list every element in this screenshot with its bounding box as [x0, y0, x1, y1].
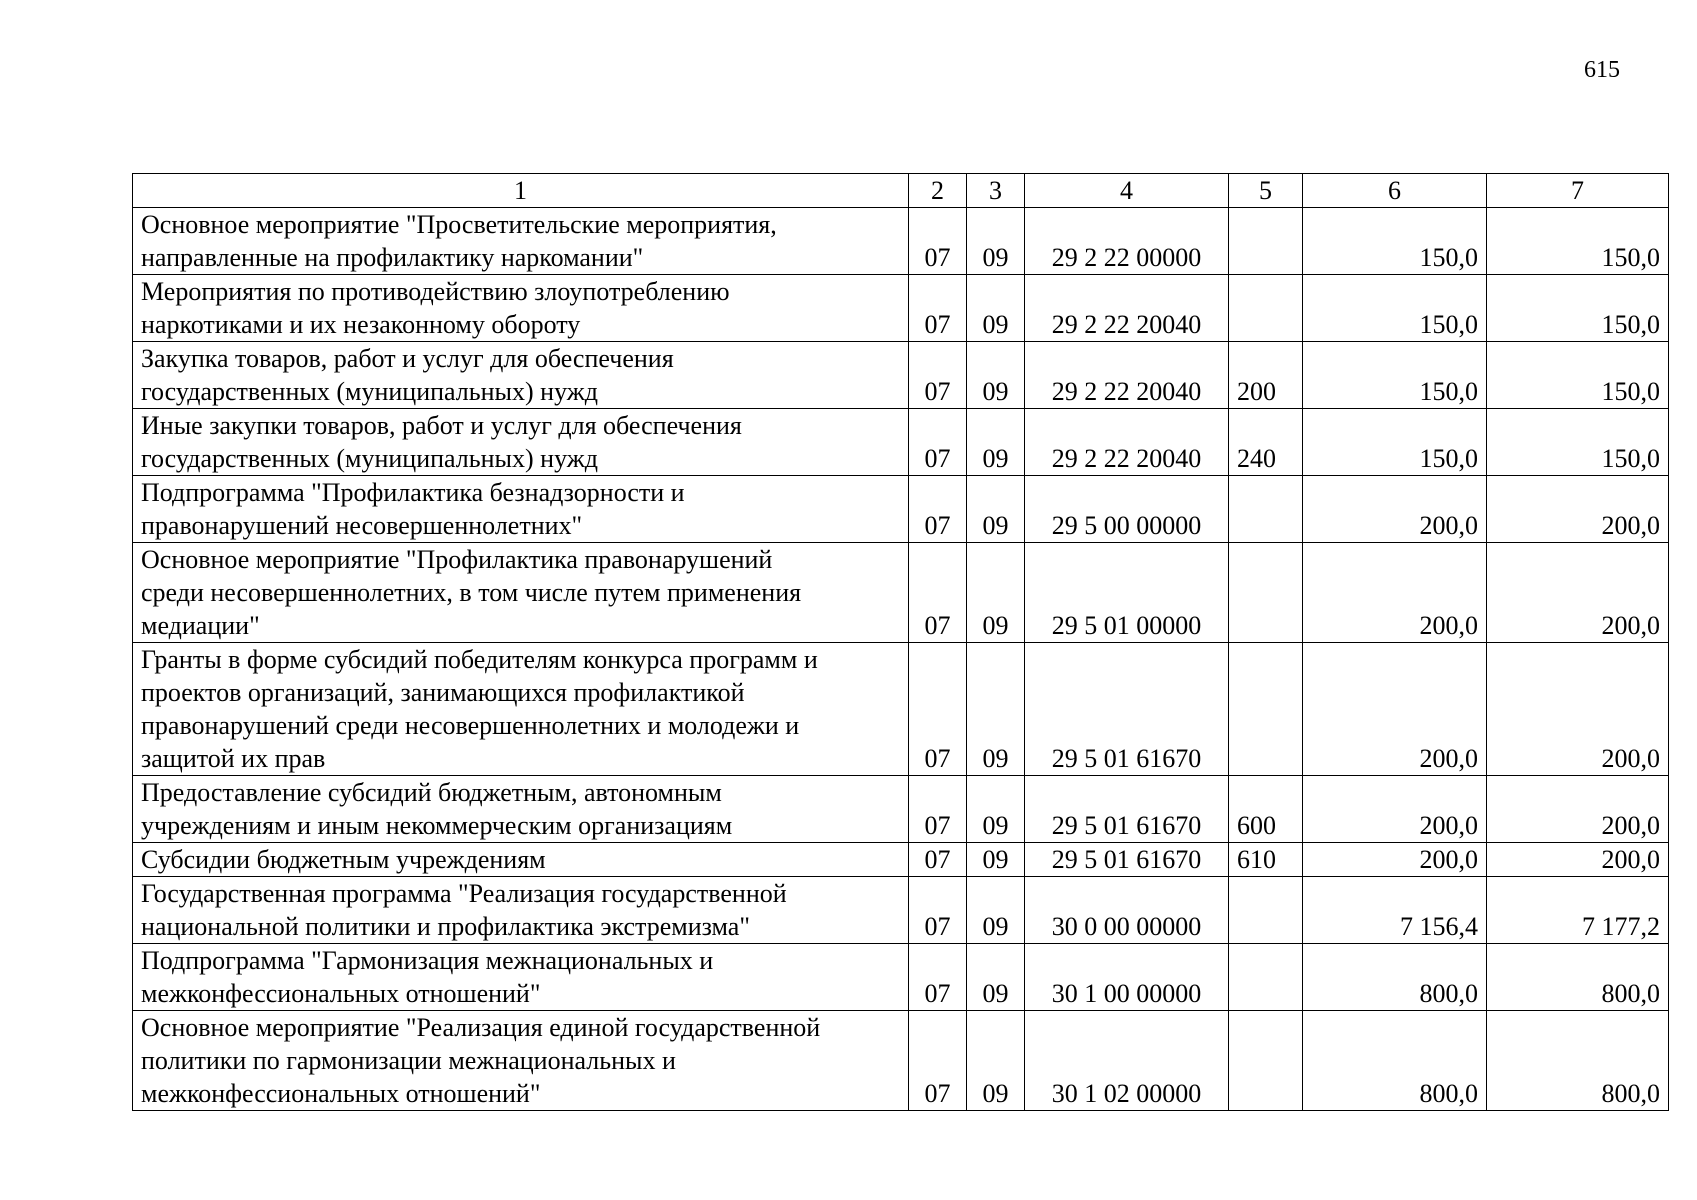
- row-amount-2: 200,0: [1487, 543, 1669, 643]
- row-name: [133, 877, 909, 944]
- row-name: [133, 643, 909, 776]
- header-col-4: 4: [1025, 174, 1229, 208]
- row-target-article: 29 5 01 61670: [1025, 776, 1229, 843]
- row-expense-type: 240: [1229, 409, 1303, 476]
- row-name-line: государственных (муниципальных) нужд: [141, 444, 598, 473]
- row-amount-1: 800,0: [1303, 1011, 1487, 1111]
- row-name: [133, 208, 909, 275]
- table-row: [133, 843, 1669, 877]
- table-row: [133, 543, 1669, 643]
- row-subsection: 09: [967, 543, 1025, 643]
- row-amount-2: 150,0: [1487, 409, 1669, 476]
- row-name-line: Основное мероприятие "Реализация единой государственной: [141, 1013, 821, 1042]
- table-row: [133, 476, 1669, 543]
- row-name-line: направленные на профилактику наркомании": [141, 243, 644, 272]
- row-target-article: 29 5 01 61670: [1025, 843, 1229, 877]
- row-section: 07: [909, 843, 967, 877]
- table-row: [133, 208, 1669, 275]
- row-section: 07: [909, 275, 967, 342]
- row-name-line: Закупка товаров, работ и услуг для обеспечения: [141, 344, 674, 373]
- row-name-line: межконфессиональных отношений": [141, 979, 541, 1008]
- row-subsection: 09: [967, 208, 1025, 275]
- row-name-line: Государственная программа "Реализация государственной: [141, 879, 787, 908]
- row-amount-1: 200,0: [1303, 543, 1487, 643]
- row-name: [133, 543, 909, 643]
- row-name-line: государственных (муниципальных) нужд: [141, 377, 598, 406]
- row-expense-type: [1229, 476, 1303, 543]
- header-col-6: 6: [1303, 174, 1487, 208]
- row-name-line: Основное мероприятие "Просветительские мероприятия,: [141, 210, 777, 239]
- budget-table: [132, 173, 1669, 1111]
- table-row: [133, 643, 1669, 776]
- row-name-line: Основное мероприятие "Профилактика правонарушений: [141, 545, 773, 574]
- row-expense-type: [1229, 877, 1303, 944]
- row-amount-1: 200,0: [1303, 643, 1487, 776]
- row-subsection: 09: [967, 275, 1025, 342]
- row-amount-2: 150,0: [1487, 275, 1669, 342]
- row-subsection: 09: [967, 476, 1025, 543]
- row-name-line: наркотиками и их незаконному обороту: [141, 310, 581, 339]
- row-target-article: 30 1 00 00000: [1025, 944, 1229, 1011]
- row-section: 07: [909, 877, 967, 944]
- header-col-7: 7: [1487, 174, 1669, 208]
- row-expense-type: [1229, 1011, 1303, 1111]
- table-header-row: [133, 174, 1669, 208]
- row-target-article: 29 5 01 00000: [1025, 543, 1229, 643]
- row-subsection: 09: [967, 409, 1025, 476]
- table-row: [133, 275, 1669, 342]
- header-col-1: 1: [133, 174, 909, 208]
- row-name-line: правонарушений среди несовершеннолетних и молодежи и: [141, 711, 800, 740]
- row-name-line: Гранты в форме субсидий победителям конкурса программ и: [141, 645, 818, 674]
- row-amount-1: 200,0: [1303, 776, 1487, 843]
- header-col-5: 5: [1229, 174, 1303, 208]
- row-section: 07: [909, 476, 967, 543]
- row-section: 07: [909, 409, 967, 476]
- row-amount-1: 150,0: [1303, 208, 1487, 275]
- row-expense-type: [1229, 643, 1303, 776]
- row-subsection: 09: [967, 1011, 1025, 1111]
- row-amount-1: 800,0: [1303, 944, 1487, 1011]
- row-name: [133, 476, 909, 543]
- row-amount-2: 200,0: [1487, 643, 1669, 776]
- row-name: [133, 409, 909, 476]
- row-amount-1: 200,0: [1303, 843, 1487, 877]
- row-section: 07: [909, 543, 967, 643]
- row-name: [133, 275, 909, 342]
- row-name-line: защитой их прав: [141, 744, 326, 773]
- row-name-line: правонарушений несовершеннолетних": [141, 511, 583, 540]
- row-name-line: медиации": [141, 611, 260, 640]
- row-amount-2: 150,0: [1487, 342, 1669, 409]
- row-name-line: Подпрограмма "Гармонизация межнациональных и: [141, 946, 714, 975]
- row-subsection: 09: [967, 877, 1025, 944]
- row-amount-2: 7 177,2: [1487, 877, 1669, 944]
- row-name: [133, 1011, 909, 1111]
- row-name-line: Подпрограмма "Профилактика безнадзорности и: [141, 478, 685, 507]
- row-subsection: 09: [967, 643, 1025, 776]
- row-target-article: 30 1 02 00000: [1025, 1011, 1229, 1111]
- header-col-2: 2: [909, 174, 967, 208]
- row-name: [133, 342, 909, 409]
- row-name-line: среди несовершеннолетних, в том числе путем применения: [141, 578, 802, 607]
- row-name-line: проектов организаций, занимающихся профилактикой: [141, 678, 745, 707]
- row-name-line: Субсидии бюджетным учреждениям: [141, 845, 546, 874]
- row-amount-1: 7 156,4: [1303, 877, 1487, 944]
- row-section: 07: [909, 643, 967, 776]
- row-subsection: 09: [967, 944, 1025, 1011]
- row-target-article: 29 2 22 20040: [1025, 409, 1229, 476]
- row-section: 07: [909, 776, 967, 843]
- row-section: 07: [909, 208, 967, 275]
- row-amount-2: 150,0: [1487, 208, 1669, 275]
- row-amount-1: 150,0: [1303, 342, 1487, 409]
- row-name: [133, 944, 909, 1011]
- page-number: 615: [1584, 57, 1620, 83]
- row-amount-1: 200,0: [1303, 476, 1487, 543]
- row-section: 07: [909, 944, 967, 1011]
- row-name-line: Предоставление субсидий бюджетным, автономным: [141, 778, 722, 807]
- row-subsection: 09: [967, 776, 1025, 843]
- table-row: [133, 944, 1669, 1011]
- row-name-line: учреждениям и иным некоммерческим организациям: [141, 811, 733, 840]
- row-name-line: политики по гармонизации межнациональных и: [141, 1046, 676, 1075]
- row-target-article: 29 5 01 61670: [1025, 643, 1229, 776]
- row-name-line: Иные закупки товаров, работ и услуг для обеспечения: [141, 411, 742, 440]
- row-expense-type: [1229, 208, 1303, 275]
- row-expense-type: [1229, 275, 1303, 342]
- row-amount-2: 200,0: [1487, 776, 1669, 843]
- row-name-line: национальной политики и профилактика экстремизма": [141, 912, 750, 941]
- row-target-article: 29 2 22 20040: [1025, 342, 1229, 409]
- table-row: [133, 877, 1669, 944]
- row-target-article: 29 2 22 00000: [1025, 208, 1229, 275]
- row-name: [133, 843, 909, 877]
- row-name: [133, 776, 909, 843]
- table-body: [133, 208, 1669, 1111]
- row-section: 07: [909, 1011, 967, 1111]
- row-target-article: 29 2 22 20040: [1025, 275, 1229, 342]
- row-target-article: 30 0 00 00000: [1025, 877, 1229, 944]
- row-subsection: 09: [967, 843, 1025, 877]
- table-row: [133, 342, 1669, 409]
- row-section: 07: [909, 342, 967, 409]
- row-expense-type: [1229, 944, 1303, 1011]
- row-amount-2: 200,0: [1487, 476, 1669, 543]
- row-amount-2: 200,0: [1487, 843, 1669, 877]
- header-col-3: 3: [967, 174, 1025, 208]
- table-row: [133, 776, 1669, 843]
- table-row: [133, 1011, 1669, 1111]
- row-amount-1: 150,0: [1303, 409, 1487, 476]
- row-expense-type: 200: [1229, 342, 1303, 409]
- row-expense-type: 610: [1229, 843, 1303, 877]
- row-expense-type: [1229, 543, 1303, 643]
- row-amount-1: 150,0: [1303, 275, 1487, 342]
- row-amount-2: 800,0: [1487, 1011, 1669, 1111]
- row-target-article: 29 5 00 00000: [1025, 476, 1229, 543]
- row-amount-2: 800,0: [1487, 944, 1669, 1011]
- row-subsection: 09: [967, 342, 1025, 409]
- table-row: [133, 409, 1669, 476]
- row-expense-type: 600: [1229, 776, 1303, 843]
- row-name-line: Мероприятия по противодействию злоупотреблению: [141, 277, 730, 306]
- row-name-line: межконфессиональных отношений": [141, 1079, 541, 1108]
